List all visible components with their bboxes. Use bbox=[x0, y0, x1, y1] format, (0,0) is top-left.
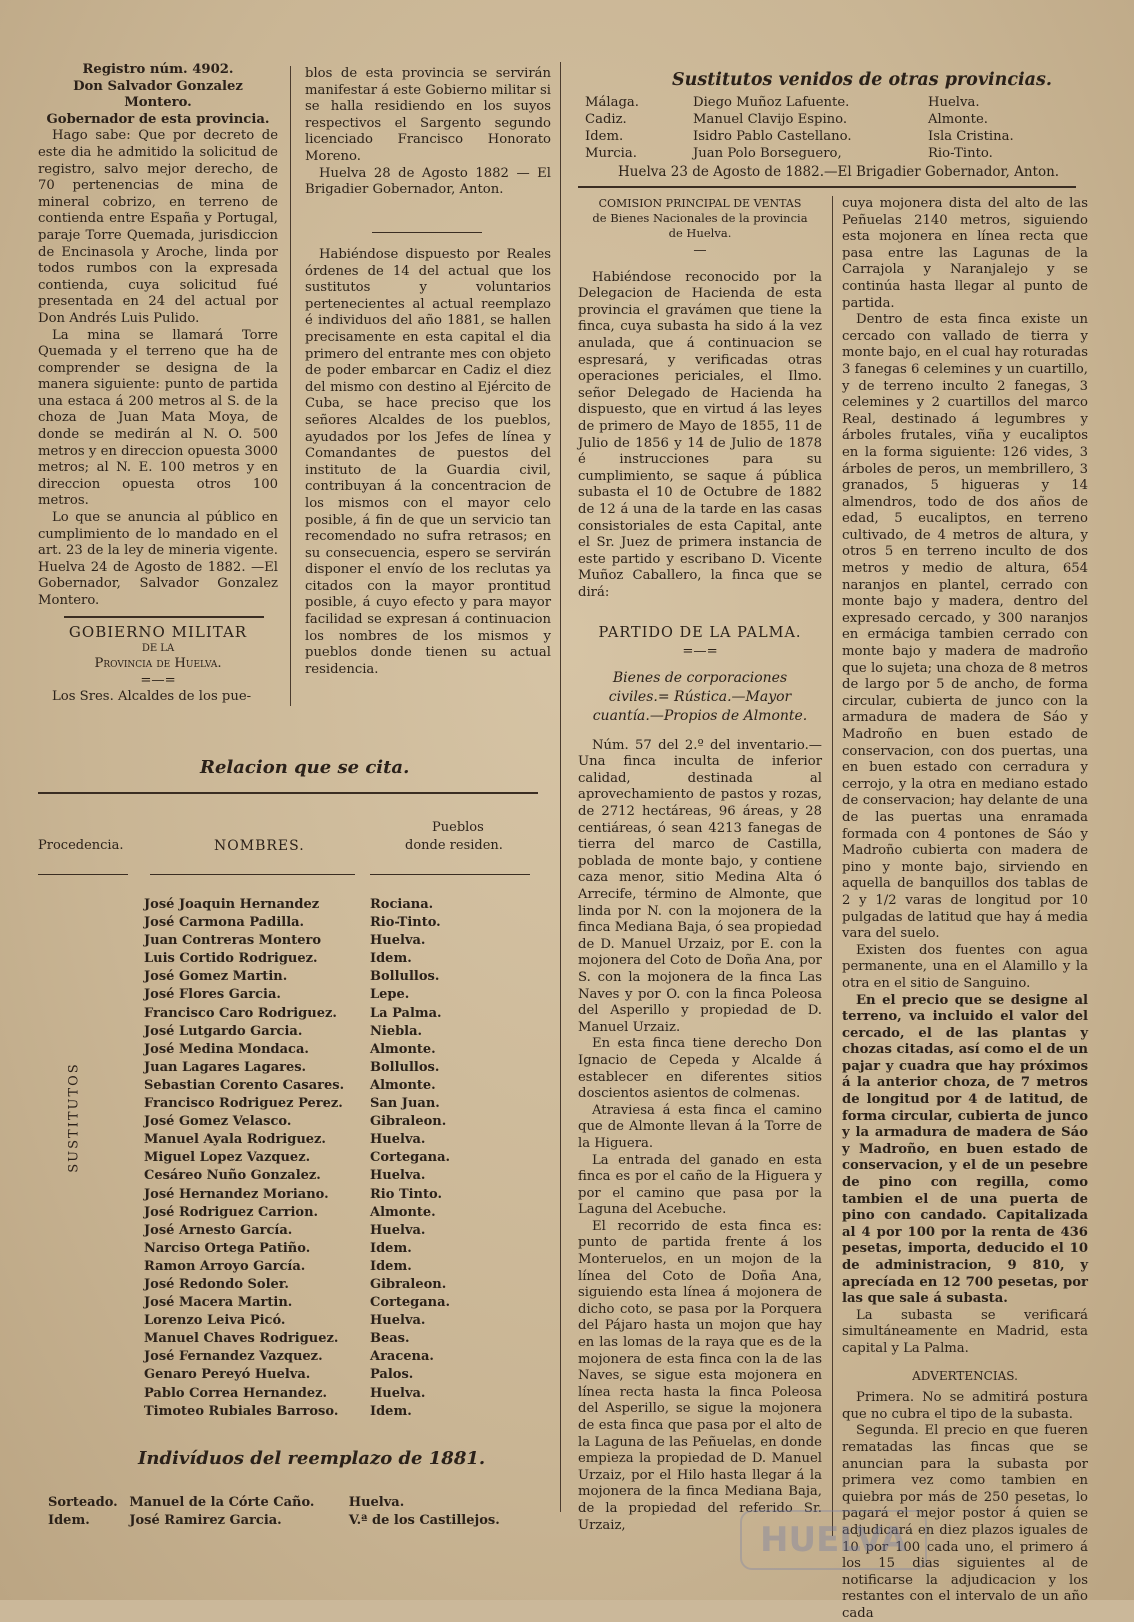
venido-procedencia: Cadiz. bbox=[585, 112, 627, 127]
finca-cont-3: Existen dos fuentes con agua permanente, una en el Alamillo y la otra en el sitio de Sanguino. bbox=[842, 942, 1088, 991]
finca-para-1: Núm. 57 del 2.º del inventario.—Una finca inculta de inferior calidad, destinada al aprovechamiento de pastos y rozas, de 2712 hectáreas, 96 áreas, y 28 centiáreas, ó sean 4213 fanegas de tierra del marco de Castilla, poblada de monte bajo, y contiene caza menor, sitio Medina Alta ó Arrecife, término de Almonte, que linda por N. con la mojonera de la finca Mediana Baja, ó sea propiedad de D. Manuel Urzaiz, por E. con la mojonera del Coto de Doña Ana, por S. con la mojonera de la finca Las Naves y por O. con la finca Poleosa del Asperillo y propiedad de D. Manuel Urzaiz. bbox=[578, 737, 822, 1035]
sustituto-name: Lorenzo Leiva Picó. bbox=[144, 1313, 286, 1329]
sustituto-row bbox=[144, 1294, 534, 1312]
relacion-rule-sub-3 bbox=[370, 874, 530, 875]
sustituto-row bbox=[144, 1005, 534, 1023]
sustituto-row bbox=[144, 1222, 534, 1240]
sustituto-row bbox=[144, 968, 534, 986]
sustituto-name: Luis Cortido Rodriguez. bbox=[144, 951, 318, 967]
sustitutos-side-label: SUSTITUTOS bbox=[66, 1062, 82, 1173]
gm-para-2: Habiéndose dispuesto por Reales órdenes de 14 del actual que los sustitutos y voluntarios pertenecientes al actual reemplazo é individuos del año 1881, se hallen precisamente en esta capital el dia primero del entrante mes con objeto de poder embarcar en Cadiz el diez del mismo con destino al Ejército de Cuba, se hace preciso que los señores Alcaldes de los pueblos, ayudados por los Jefes de línea y Comandantes de puestos del instituto de la Guardia civil, contribuyan á la concentracion de los mismos con el mayor celo posible, á fin de que un servicio tan recomendado no sufra retrasos; en su consecuencia, espero se servirán disponer el envío de los reclutas ya citados con la mayor prontitud posible, á cuyo efecto y para mayor facilidad se expresan á continuacion los nombres de los mismos y pueblos donde tienen su actual residencia. bbox=[305, 247, 551, 677]
column-1 bbox=[38, 62, 278, 610]
reemplazo-name: Manuel de la Córte Caño. bbox=[129, 1495, 315, 1510]
column-rule-1 bbox=[290, 66, 291, 706]
registro-number: Registro núm. 4902. bbox=[82, 62, 234, 77]
col-nombres-header: NOMBRES. bbox=[214, 838, 305, 854]
sustituto-name: Juan Lagares Lagares. bbox=[144, 1059, 307, 1075]
sustituto-name: José Macera Martin. bbox=[144, 1295, 293, 1311]
comision-title-1: COMISION PRINCIPAL DE VENTAS bbox=[598, 197, 802, 210]
finca-para-2: En esta finca tiene derecho Don Ignacio de Cepeda y Alcalde á establecer en diferentes sitios doscientos asientos de colmenas. bbox=[578, 1036, 822, 1102]
sustituto-row bbox=[144, 1276, 534, 1294]
sustituto-pueblo: Beas. bbox=[370, 1331, 410, 1347]
sustituto-row bbox=[144, 1041, 534, 1059]
sustituto-name: José Fernandez Vazquez. bbox=[144, 1349, 323, 1365]
sustitutos-venidos-title: Sustitutos venidos de otras provincias. bbox=[672, 70, 1052, 90]
sustituto-pueblo: Huelva. bbox=[370, 1132, 426, 1148]
relacion-rule-sub-2 bbox=[150, 874, 355, 875]
registro-para-2: La mina se llamará Torre Quemada y el terreno que ha de comprender se designa de la manera siguiente: punto de partida una estaca á 200 metros al S. de la choza de Juan Mata Moya, de donde se medirán al N. O. 500 metros y en direccion opuesta 3000 metros; al N. E. 100 metros y en direccion opuesta otros 100 metros. bbox=[38, 327, 278, 509]
finca-cont-4: En el precio que se designe al terreno, va incluido el valor del cercado, el de las plantas y chozas citadas, así como el de un pajar y cuadra que hay próximos á la anterior choza, de 7 metros de longitud por 4 de latitud, de forma circular, cubierta de junco y la armadura de madera de Sáo y Madroño, en buen estado de conservacion, y el de un pesebre de pino con regilla, como tambien el de una puerta de pino con candado. Capitalizada al 4 por 100 por la renta de 436 pesetas, importa, deducido el 10 de administracion, 9 810, y aprecíada en 12 700 pesetas, por las que sale á subasta. bbox=[842, 992, 1088, 1307]
reemplazo-procedencia: Idem. bbox=[48, 1513, 90, 1528]
sustituto-pueblo: Gibraleon. bbox=[370, 1276, 447, 1292]
registro-para-1: Hago sabe: Que por decreto de este dia he admitido la solicitud de registro, salvo mejor derecho, de 70 pertenencias de mina de mineral cobrizo, en terreno de contienda entre España y Portugal, paraje Torre Quemada, jurisdiccion de Encinasola y Aroche, linda por todos rumbos con la expresada contienda, cuya solicitud fué presentada en 24 del actual por Don Andrés Luis Pulido. bbox=[38, 128, 278, 326]
col2-divider bbox=[372, 232, 482, 233]
sustituto-pueblo: Bollullos. bbox=[370, 969, 440, 985]
col1-divider bbox=[64, 616, 264, 618]
col-pueblos-header-1: Pueblos bbox=[432, 820, 484, 835]
venido-procedencia: Idem. bbox=[585, 129, 624, 144]
sustituto-pueblo: Idem. bbox=[370, 1403, 412, 1419]
sustituto-row bbox=[144, 1240, 534, 1258]
sustituto-row bbox=[144, 1330, 534, 1348]
registro-header-1: Don Salvador Gonzalez Montero. bbox=[73, 78, 243, 111]
reemplazo-row bbox=[38, 1512, 538, 1530]
sustituto-row bbox=[144, 1095, 534, 1113]
gobierno-militar-start: Los Sres. Alcaldes de los pue- bbox=[52, 689, 252, 705]
column-3 bbox=[578, 196, 822, 1534]
venido-name: Juan Polo Borseguero, bbox=[693, 146, 842, 161]
sustitutos-list bbox=[144, 896, 534, 1421]
venido-name: Manuel Clavijo Espino. bbox=[693, 112, 848, 127]
finca-cont-1: cuya mojonera dista del alto de las Peñuelas 2140 metros, siguiendo esta mojonera en línea recta que pasa entre las Lagunas de la Carrajola y Naranjalejo y se continúa hasta llegar al punto de partida. bbox=[842, 196, 1088, 311]
sustituto-pueblo: Idem. bbox=[370, 1240, 412, 1256]
sustituto-pueblo: Bollullos. bbox=[370, 1059, 440, 1075]
sustituto-name: Manuel Ayala Rodriguez. bbox=[144, 1132, 326, 1148]
gobierno-militar-de-la: DE LA bbox=[141, 643, 175, 654]
comision-title-3: de Huelva. bbox=[668, 226, 732, 240]
partido-title: PARTIDO DE LA PALMA. bbox=[598, 625, 802, 642]
venidos-sign: Huelva 23 de Agosto de 1882.—El Brigadier Gobernador, Anton. bbox=[618, 164, 1060, 180]
sustituto-row bbox=[144, 950, 534, 968]
sustituto-name: Miguel Lopez Vazquez. bbox=[144, 1150, 311, 1166]
sustituto-name: Sebastian Corento Casares. bbox=[144, 1077, 345, 1093]
sustituto-pueblo: Idem. bbox=[370, 951, 412, 967]
sustituto-row bbox=[144, 1077, 534, 1095]
sustituto-row bbox=[144, 1348, 534, 1366]
sustituto-pueblo: Idem. bbox=[370, 1258, 412, 1274]
sustituto-name: Pablo Correa Hernandez. bbox=[144, 1385, 328, 1401]
col-pueblos-header-2: donde residen. bbox=[405, 838, 503, 853]
sustituto-row bbox=[144, 1403, 534, 1421]
sustituto-row bbox=[144, 932, 534, 950]
reemplazo-row bbox=[38, 1494, 538, 1512]
venido-procedencia: Murcia. bbox=[585, 146, 637, 161]
sustituto-name: Cesáreo Nuño Gonzalez. bbox=[144, 1168, 321, 1184]
finca-cont-5: La subasta se verificará simultáneamente en Madrid, esta capital y La Palma. bbox=[842, 1307, 1088, 1356]
sustituto-pueblo: Huelva. bbox=[370, 1385, 426, 1401]
sustituto-row bbox=[144, 1131, 534, 1149]
sustituto-row bbox=[144, 914, 534, 932]
sustituto-row bbox=[144, 1167, 534, 1185]
sustituto-name: José Medina Mondaca. bbox=[144, 1041, 309, 1057]
sustituto-row bbox=[144, 896, 534, 914]
sustituto-name: José Gomez Velasco. bbox=[144, 1114, 292, 1130]
sustituto-name: José Rodriguez Carrion. bbox=[144, 1204, 319, 1220]
sustituto-pueblo: Almonte. bbox=[370, 1204, 436, 1220]
venido-row bbox=[585, 145, 1105, 162]
finca-para-3: Atraviesa á esta finca el camino que de Almonte llevan á la Torre de la Higuera. bbox=[578, 1102, 822, 1151]
venido-pueblo: Rio-Tinto. bbox=[928, 146, 993, 161]
venido-procedencia: Málaga. bbox=[585, 95, 639, 110]
advertencia-2: Segunda. El precio en que fueren rematadas las fincas que se anuncian para la subasta por primera vez como tambien en quiebra por más de 250 pesetas, lo pagará el mejor postor á quien se adjudicará en diez plazos iguales de 10 por 100 cada uno, el primero á los 15 dias siguientes al de notificarse la adjudicacion y los restantes con el intervalo de un año cada bbox=[842, 1423, 1088, 1621]
relacion-title: Relacion que se cita. bbox=[200, 757, 410, 778]
registro-para-3: Lo que se anuncia al público en cumplimiento de lo mandado en el art. 23 de la ley de mineria vigente. Huelva 24 de Agosto de 1882. —El Gobernador, Salvador Gonzalez Montero. bbox=[38, 510, 278, 608]
reemplazo-procedencia: Sorteado. bbox=[48, 1495, 118, 1510]
sustituto-name: Genaro Pereyó Huelva. bbox=[144, 1367, 311, 1383]
sustituto-name: José Hernandez Moriano. bbox=[144, 1186, 329, 1202]
sustituto-pueblo: Rociana. bbox=[370, 897, 434, 912]
sustituto-pueblo: Lepe. bbox=[370, 987, 410, 1003]
sustituto-pueblo: Huelva. bbox=[370, 1222, 426, 1238]
finca-cont-2: Dentro de esta finca existe un cercado con vallado de tierra y monte bajo, en el cual hay roturadas 3 fanegas 6 celemines y un cuartillo, y de terreno inculto 2 fanegas, 3 celemines y 2 cuartillos del marco Real, destinado á legumbres y árboles frutales, viña y eucaliptos en la forma siguiente: 126 vides, 3 árboles de peros, un membrillero, 3 granados, 5 higueras y 14 almendros, todo de dos años de edad, 5 eucaliptos, en terreno cultivado, de 4 metros de altura, y otros 5 en terreno inculto de dos metros y medio de altura, 654 naranjos en plantel, cerrado con monte bajo y madera, dentro del expresado cercado, y 300 naranjos en ermáciga tambien cerrado con monte bajo y madera de madroño que lo sujeta; una choza de 8 metros de largo por 5 de ancho, de forma circular, cubierta de junco con la armadura de madera de Sáo y Madroño en buen estado de conservacion, con dos puertas, una en buen estado con cerradura y cerrojo, y la otra en mediano estado de conservacion; hay delante de una de las puertas una enramada formada con 4 pontones de Sáo y Madroño cubierta con madera de pino y monte bajo, sirviendo en aquella de banquillos dos tablas de 2 y 1/2 varas de longitud por 10 pulgadas de latitud que hay á media vara del suelo. bbox=[842, 312, 1088, 942]
venido-row bbox=[585, 111, 1105, 128]
sustituto-name: José Arnesto García. bbox=[144, 1222, 293, 1238]
gobierno-militar-title: GOBIERNO MILITAR bbox=[68, 623, 248, 641]
sustituto-pueblo: Almonte. bbox=[370, 1077, 436, 1093]
relacion-rule-sub-1 bbox=[38, 874, 128, 875]
gm-para-1: blos de esta provincia se servirán manifestar á este Gobierno militar si se halla residiendo en los suyos respectivos el Sargento segundo licenciado Francisco Honorato Moreno. bbox=[305, 66, 551, 164]
gobierno-militar-block bbox=[38, 622, 278, 706]
sustituto-pueblo: Cortegana. bbox=[370, 1150, 451, 1166]
sustituto-row bbox=[144, 1113, 534, 1131]
venido-pueblo: Almonte. bbox=[928, 112, 988, 127]
sustituto-row bbox=[144, 1204, 534, 1222]
registro-header-2: Gobernador de esta provincia. bbox=[46, 111, 270, 127]
sustituto-name: José Carmona Padilla. bbox=[144, 915, 305, 931]
sustituto-name: José Redondo Soler. bbox=[144, 1276, 289, 1292]
advertencias-title: ADVERTENCIAS. bbox=[912, 1368, 1018, 1383]
library-stamp: HUELVA bbox=[740, 1510, 927, 1570]
advertencia-1: Primera. No se admitirá postura que no cubra el tipo de la subasta. bbox=[842, 1390, 1088, 1422]
sustituto-pueblo: Cortegana. bbox=[370, 1295, 451, 1311]
sustituto-name: Timoteo Rubiales Barroso. bbox=[144, 1403, 339, 1419]
sustituto-pueblo: Huelva. bbox=[370, 1313, 426, 1329]
sustituto-row bbox=[144, 1258, 534, 1276]
right-top-rule bbox=[578, 186, 1076, 188]
column-4 bbox=[842, 196, 1088, 1622]
sustituto-pueblo: Almonte. bbox=[370, 1041, 436, 1057]
venidos-list bbox=[585, 94, 1105, 162]
sustituto-row bbox=[144, 986, 534, 1004]
sustituto-row bbox=[144, 1059, 534, 1077]
column-2-cont bbox=[305, 247, 551, 678]
sustituto-pueblo: Huelva. bbox=[370, 1168, 426, 1184]
venido-name: Diego Muñoz Lafuente. bbox=[693, 95, 850, 110]
sustituto-name: Narciso Ortega Patiño. bbox=[144, 1240, 311, 1256]
column-rule-3 bbox=[832, 196, 833, 1536]
column-2 bbox=[305, 66, 551, 199]
finca-para-4: La entrada del ganado en esta finca es por el caño de la Higuera y por el camino que pasa por la Laguna del Acebuche. bbox=[578, 1152, 822, 1218]
reemplazo-pueblo: V.ª de los Castillejos. bbox=[348, 1513, 500, 1528]
sustituto-pueblo: Rio Tinto. bbox=[370, 1186, 442, 1202]
sustituto-name: José Gomez Martin. bbox=[144, 969, 288, 985]
sustituto-pueblo: La Palma. bbox=[370, 1005, 442, 1021]
sustituto-row bbox=[144, 1366, 534, 1384]
sustituto-name: Francisco Rodriguez Perez. bbox=[144, 1096, 343, 1112]
venido-pueblo: Isla Cristina. bbox=[928, 129, 1014, 144]
sustituto-name: Juan Contreras Montero bbox=[144, 933, 322, 949]
venido-name: Isidro Pablo Castellano. bbox=[693, 129, 852, 144]
gm-sign-1: Huelva 28 de Agosto 1882 — El Brigadier Gobernador, Anton. bbox=[305, 165, 551, 198]
sustituto-name: José Lutgardo Garcia. bbox=[144, 1023, 303, 1039]
sustituto-name: Ramon Arroyo García. bbox=[144, 1258, 306, 1274]
reemplazo-name: José Ramirez Garcia. bbox=[129, 1513, 282, 1528]
bienes-heading: Bienes de corporaciones civiles.= Rústica.—Mayor cuantía.—Propios de Almonte. bbox=[592, 669, 808, 724]
sustituto-pueblo: Rio-Tinto. bbox=[370, 915, 441, 931]
venido-pueblo: Huelva. bbox=[928, 95, 980, 110]
venido-row bbox=[585, 128, 1105, 145]
sustituto-row bbox=[144, 1186, 534, 1204]
sustituto-pueblo: San Juan. bbox=[370, 1096, 440, 1112]
gobierno-militar-provincia: Provincia de Huelva. bbox=[94, 656, 222, 671]
sustituto-pueblo: Niebla. bbox=[370, 1023, 423, 1039]
column-rule-2 bbox=[560, 62, 561, 1512]
sustituto-row bbox=[144, 1149, 534, 1167]
reemplazo-pueblo: Huelva. bbox=[348, 1495, 405, 1510]
sustituto-pueblo: Gibraleon. bbox=[370, 1114, 447, 1130]
sustituto-row bbox=[144, 1023, 534, 1041]
sustituto-name: José Joaquin Hernandez bbox=[144, 897, 320, 912]
sustituto-name: José Flores Garcia. bbox=[144, 987, 281, 1003]
relacion-rule-top bbox=[38, 792, 538, 794]
gobierno-militar-dash: =—= bbox=[140, 672, 176, 688]
partido-dash: =—= bbox=[682, 644, 718, 660]
finca-para-5: El recorrido de esta finca es: punto de partida frente á los Monteruelos, en un mojon de la línea del Coto de Doña Ana, siguiendo esta línea á mojonera de dicho coto, se pasa por la Porquera del Pájaro hasta un mojon que hay en las lomas de la raya que es de la mojonera de esta finca con la de las Naves, se sigue esta mojonera en línea recta hasta la finca Poleosa del Asperillo, se sigue la mojonera de esta finca que pasa por el alto de la Laguna de las Peñuelas, en donde empieza la propiedad de D. Manuel Urzaiz, por el Hilo hasta llegar á la mojonera de la finca Mediana Baja, de la propiedad del referido Sr. Urzaiz, bbox=[578, 1218, 822, 1533]
comision-para-1: Habiéndose reconocido por la Delegacion de Hacienda de esta provincia el gravámen que tiene la finca, cuya subasta ha sido á la vez anulada, que á continuacion se espresará, y verificadas otras operaciones periciales, el Ilmo. señor Delegado de Hacienda ha dispuesto, que en virtud á las leyes de primero de Mayo de 1855, 11 de Julio de 1856 y 14 de Julio de 1878 é instrucciones para su cumplimiento, se saque á pública subasta el 10 de Octubre de 1882 de 12 á una de la tarde en las casas consistoriales de esta Capital, ante el Sr. Juez de primera instancia de este partido y escribano D. Vicente Muñoz Caballero, la finca que se dirá: bbox=[578, 269, 822, 600]
sustituto-name: Francisco Caro Rodriguez. bbox=[144, 1005, 337, 1021]
reemplazo-title: Indivíduos del reemplazo de 1881. bbox=[138, 1448, 486, 1469]
sustituto-row bbox=[144, 1385, 534, 1403]
reemplazo-list bbox=[38, 1494, 538, 1530]
sustituto-pueblo: Huelva. bbox=[370, 933, 426, 949]
sustituto-name: Manuel Chaves Rodriguez. bbox=[144, 1331, 339, 1347]
sustituto-row bbox=[144, 1312, 534, 1330]
sustituto-pueblo: Palos. bbox=[370, 1367, 414, 1383]
sustituto-pueblo: Aracena. bbox=[370, 1349, 434, 1365]
venido-row bbox=[585, 94, 1105, 111]
comision-title-2: de Bienes Nacionales de la provincia bbox=[592, 211, 808, 225]
col-procedencia-header: Procedencia. bbox=[38, 838, 124, 853]
comision-dash: — bbox=[693, 243, 707, 258]
